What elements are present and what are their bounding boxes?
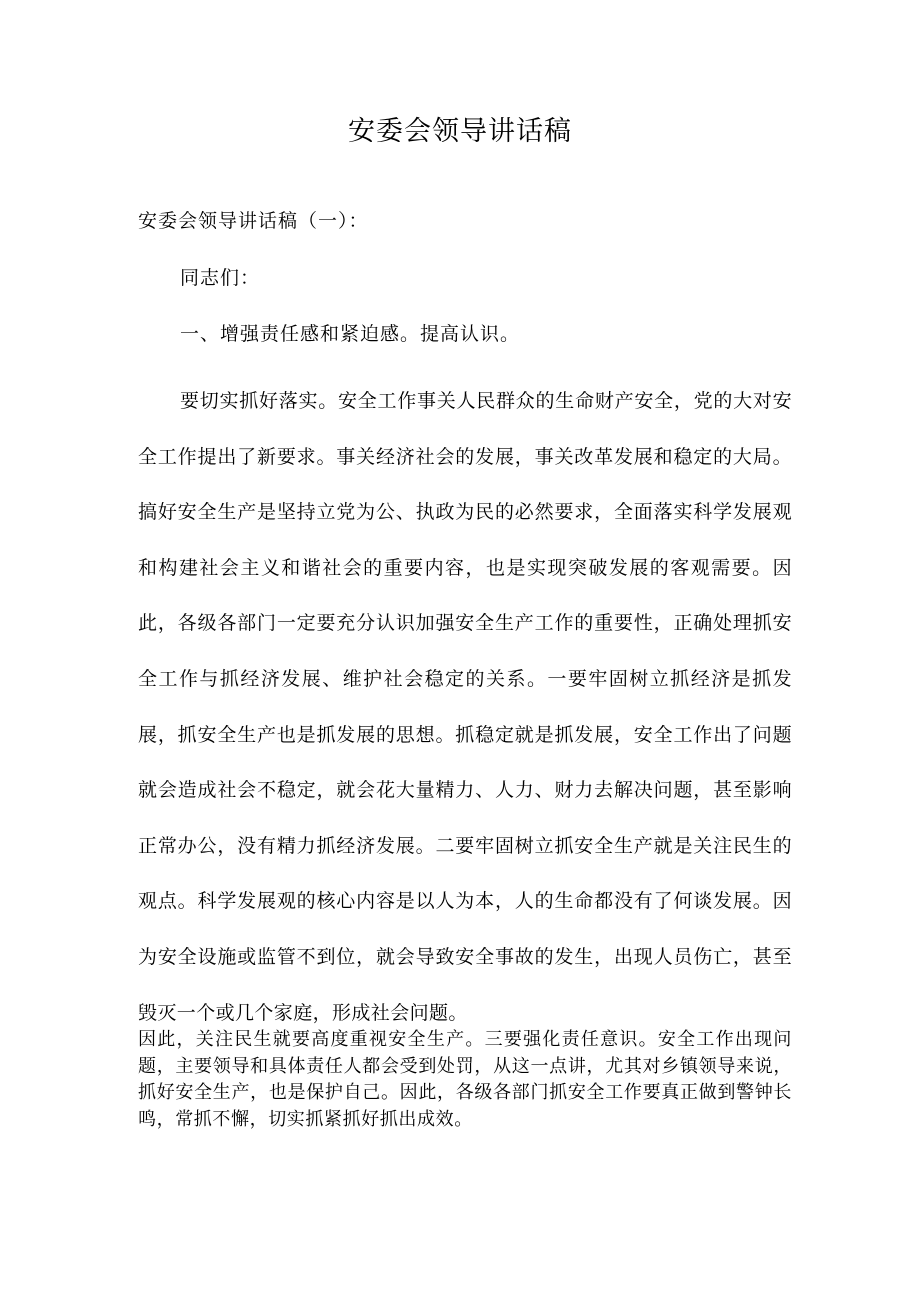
body-paragraph-main: 要切实抓好落实。安全工作事关人民群众的生命财产安全，党的大对安全工作提出了新要求。事关经济社会的发展，事关改革发展和稳定的大局。搞好安全生产是坚持立党为公、执政为民的必然要求，全面落实科学发展观和构建社会主义和谐社会的重要内容，也是实现突破发展的客观需要。因此，各级各部门一定要充分认识加强安全生产工作的重要性，正确处理抓安全工作与抓经济发展、维护社会稳定的关系。一要牢固树立抓经济是抓发展，抓安全生产也是抓发展的思想。抓稳定就是抓发展，安全工作出了问题就会造成社会不稳定，就会花大量精力、人力、财力去解决问题，甚至影响正常办公，没有精力抓经济发展。二要牢固树立抓安全生产就是关注民生的观点。科学发展观的核心内容是以人为本，人的生命都没有了何谈发展。因为安全设施或监管不到位，就会导致安全事故的发生，出现人员伤亡，甚至毁灭一个或几个家庭，形成社会问题。 — [138, 390, 792, 1024]
document-title: 安委会领导讲话稿 — [348, 116, 572, 147]
body-paragraph-tail: 因此，关注民生就要高度重视安全生产。三要强化责任意识。安全工作出现问题，主要领导和具体责任人都会受到处罚，从这一点讲，尤其对乡镇领导来说，抓好安全生产，也是保护自己。因此，各级各部门抓安全工作要真正做到警钟长鸣，常抓不懈，切实抓紧抓好抓出成效。 — [138, 1029, 792, 1130]
salutation: 同志们： — [180, 267, 261, 289]
section-heading: 一、增强责任感和紧迫感。提高认识。 — [180, 323, 521, 345]
document-subtitle: 安委会领导讲话稿（一）： — [138, 210, 369, 232]
